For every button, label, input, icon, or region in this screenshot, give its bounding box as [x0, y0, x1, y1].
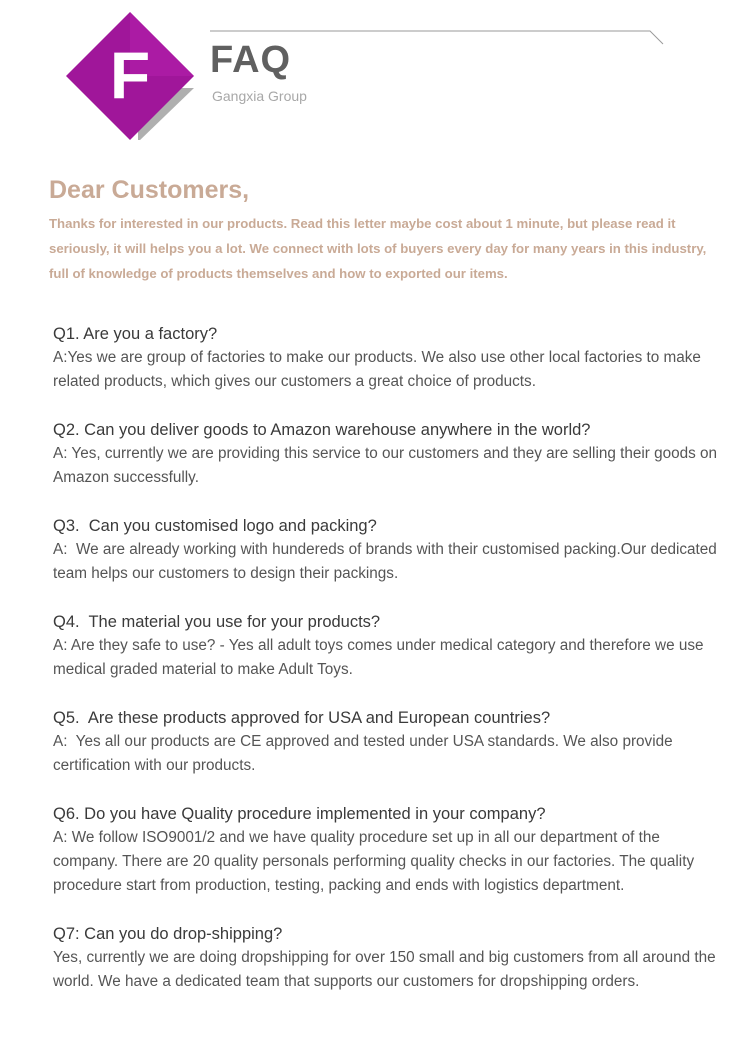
faq-question: Q5. Are these products approved for USA and European countries? — [53, 709, 551, 727]
faq-answer: A: Are they safe to use? - Yes all adult toys comes under medical category and therefore we use medical graded material to make Adult Toys. — [53, 637, 708, 678]
intro-paragraph: Thanks for interested in our products. Read this letter maybe cost about 1 minute, but please read it seriously, it will helps you a lot. We connect with lots of buyers every day for many years in this industry, full of knowledge of products themselves and how to exported our items. — [49, 216, 707, 281]
faq-item — [53, 610, 723, 682]
faq-question: Q1. Are you a factory? — [53, 325, 218, 343]
faq-answer: A: We are already working with hundereds of brands with their customised packing.Our dedicated team helps our customers to design their packings. — [53, 541, 722, 582]
faq-question: Q3. Can you customised logo and packing? — [53, 517, 377, 535]
page-title: FAQ — [210, 39, 292, 81]
faq-answer: A: Yes, currently we are providing this service to our customers and they are selling their goods on Amazon successfully. — [53, 445, 721, 486]
faq-item — [53, 514, 723, 586]
faq-question: Q2. Can you deliver goods to Amazon warehouse anywhere in the world? — [53, 421, 591, 439]
faq-question: Q6. Do you have Quality procedure implemented in your company? — [53, 805, 546, 823]
gangxia-logo — [66, 12, 194, 140]
faq-item — [53, 802, 723, 898]
faq-header — [0, 0, 750, 150]
faq-item — [53, 706, 723, 778]
company-name: Gangxia Group — [212, 88, 307, 104]
faq-answer: A: Yes all our products are CE approved and tested under USA standards. We also provide certification with our products. — [53, 733, 677, 774]
faq-item — [53, 322, 723, 394]
faq-item — [53, 922, 723, 994]
faq-item — [53, 418, 723, 490]
faq-answer: A:Yes we are group of factories to make our products. We also use other local factories to make related products, which gives our customers a great choice of products. — [53, 349, 706, 390]
faq-list — [53, 322, 723, 1018]
faq-question: Q4. The material you use for your products? — [53, 613, 381, 631]
greeting-heading: Dear Customers, — [49, 176, 250, 204]
faq-question: Q7: Can you do drop-shipping? — [53, 925, 283, 943]
faq-answer: A: We follow ISO9001/2 and we have quality procedure set up in all our department of the company. There are 20 quality personals performing quality checks in our factories. The quality procedure start from production, testing, packing and ends with logistics department. — [53, 829, 699, 894]
faq-answer: Yes, currently we are doing dropshipping for over 150 small and big customers from all around the world. We have a dedicated team that supports our customers for dropshipping orders. — [53, 949, 720, 990]
logo-letter: F — [109, 38, 151, 112]
